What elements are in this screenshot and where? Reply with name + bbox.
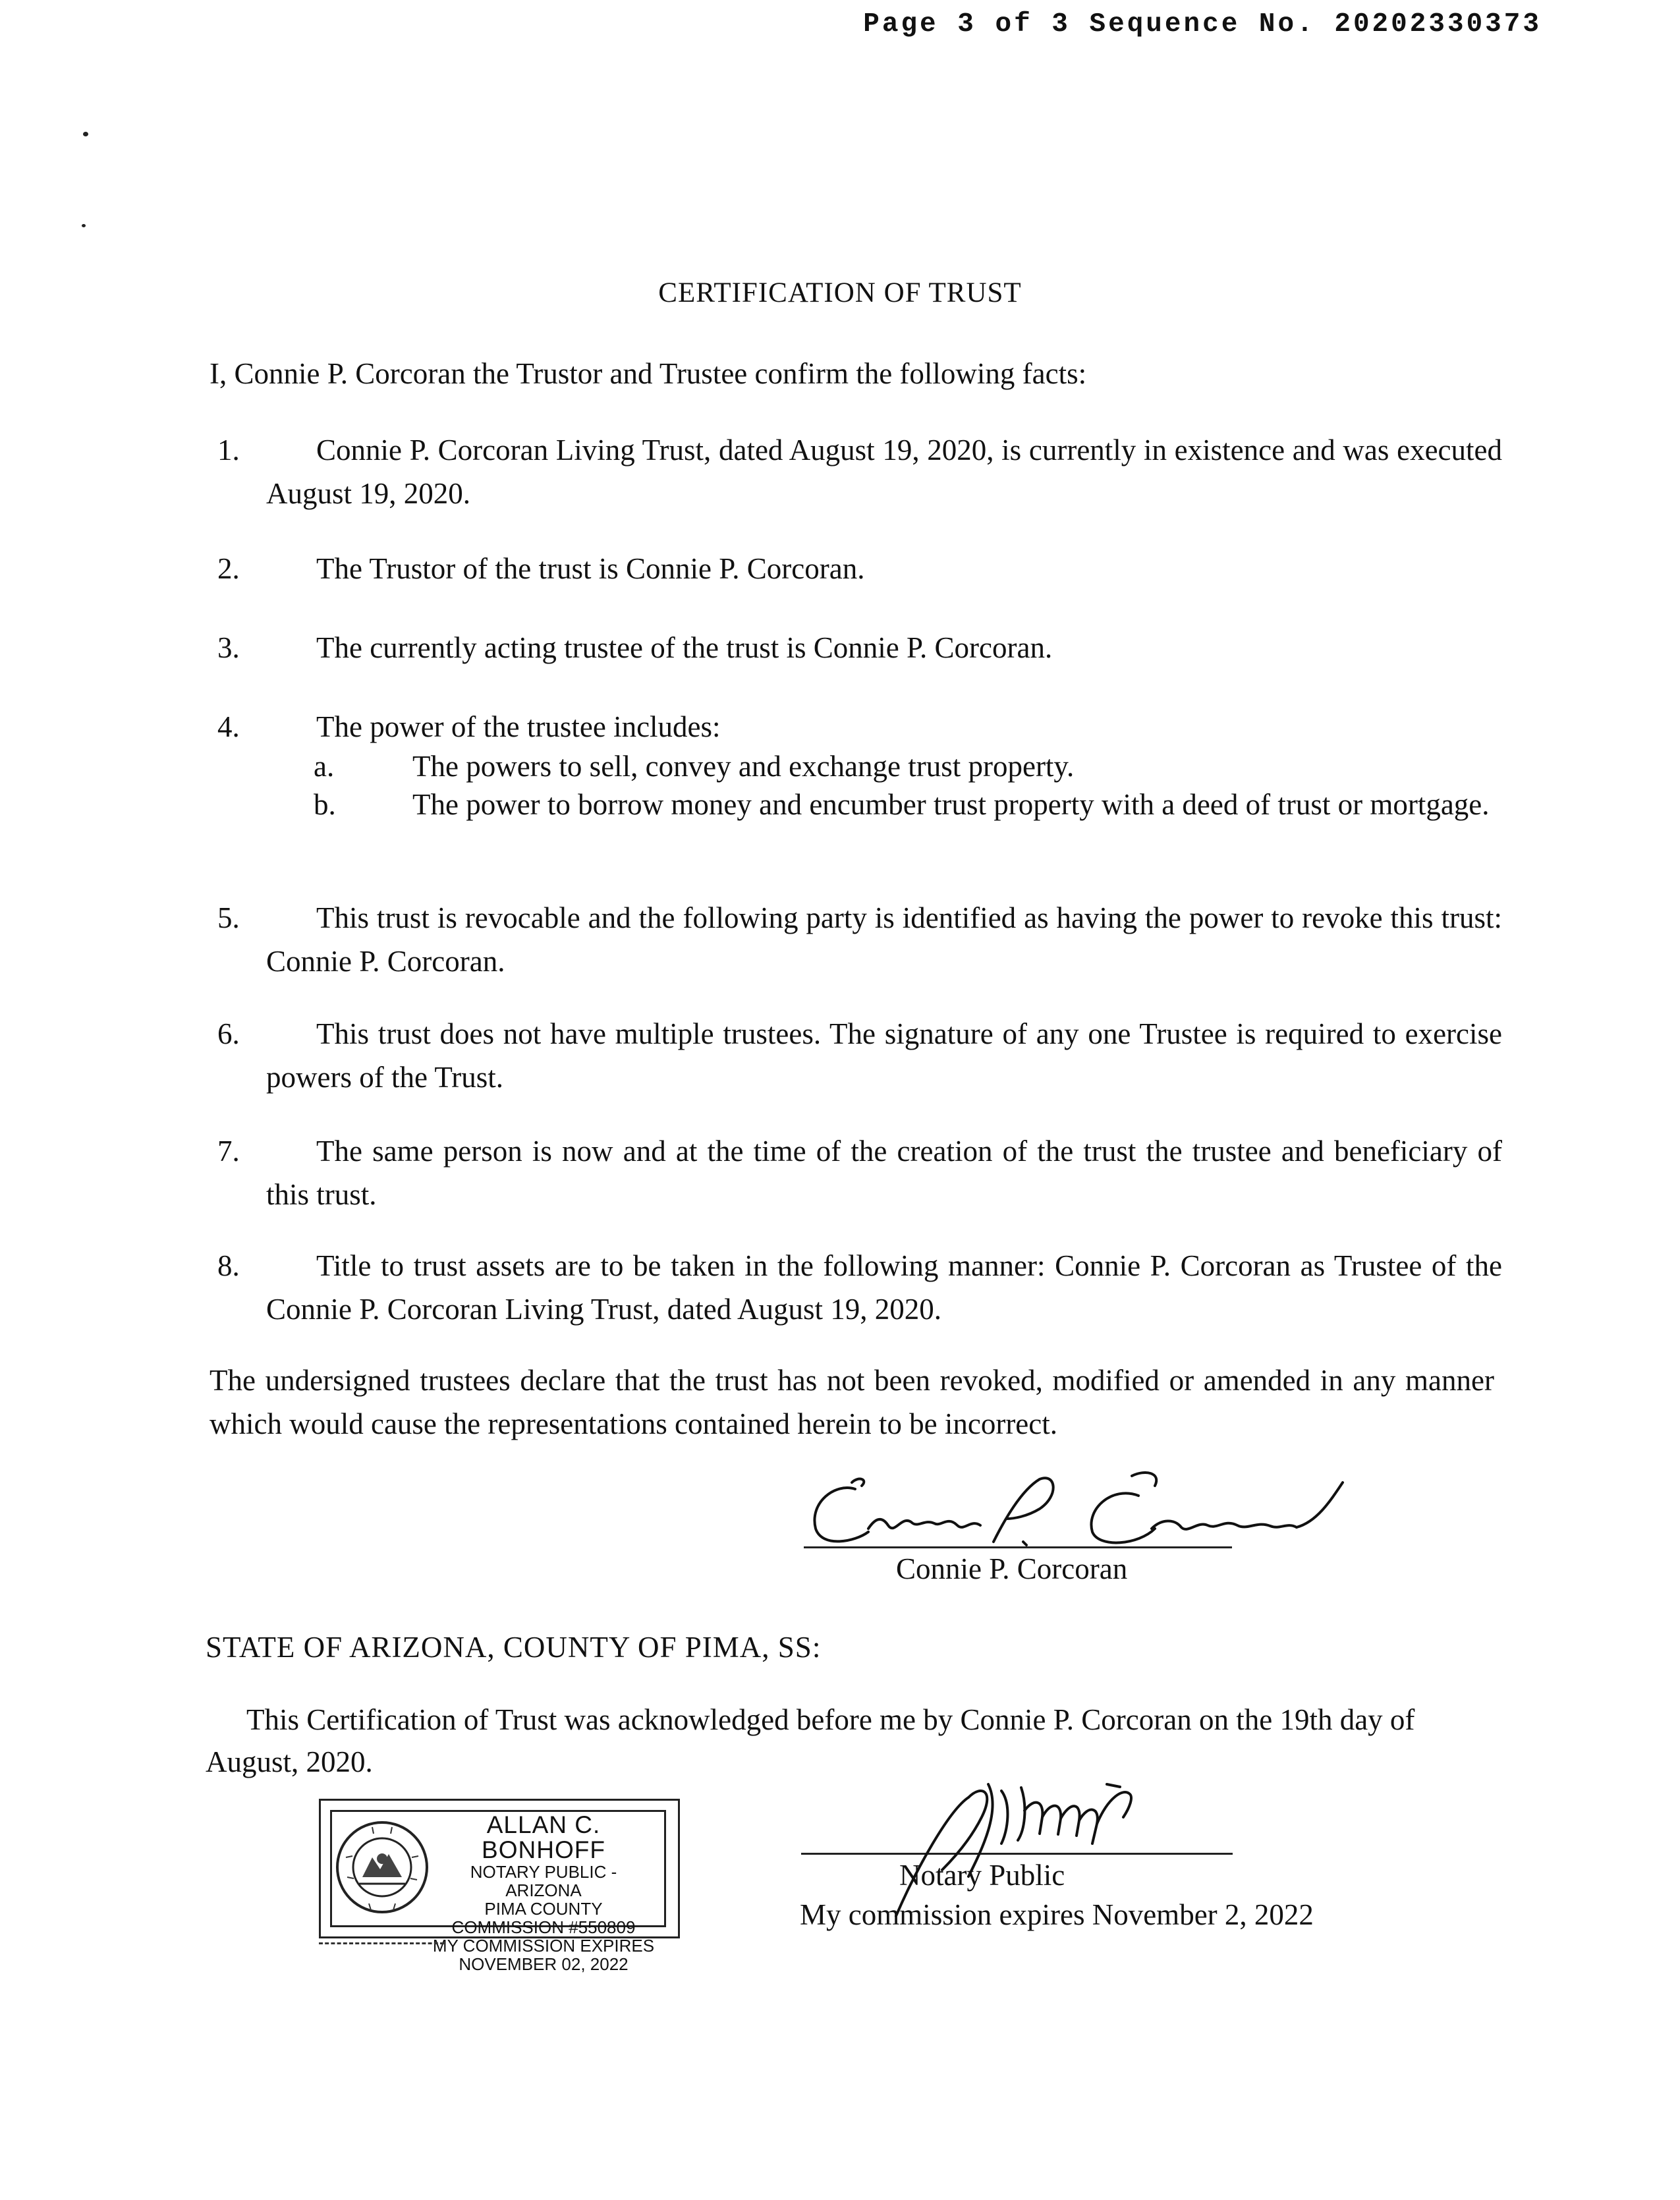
notary-stamp-line: NOVEMBER 02, 2022 (459, 1954, 629, 1974)
notary-stamp-line: PIMA COUNTY (484, 1899, 603, 1919)
venue-line: STATE OF ARIZONA, COUNTY OF PIMA, SS: (206, 1631, 822, 1664)
item-number: 6. (217, 1017, 240, 1050)
sub-item-letter: a. (314, 750, 335, 783)
item-number: 2. (217, 552, 240, 585)
sub-item-text: The power to borrow money and encumber trust property with a deed of trust or mortgage. (412, 788, 1490, 821)
list-item (217, 705, 1502, 748)
signature-line (804, 1546, 1232, 1548)
notary-stamp-line: NOTARY PUBLIC - ARIZONA (470, 1862, 617, 1900)
notary-public-label: Notary Public (899, 1859, 1065, 1892)
item-text: This trust does not have multiple trustees. The signature of any one Trustee is required to exercise powers of the Trust. (266, 1017, 1502, 1094)
item-text: Connie P. Corcoran Living Trust, dated August 19, 2020, is currently in existence and was executed August 19, 2020. (266, 434, 1502, 510)
item-text: The Trustor of the trust is Connie P. Corcoran. (316, 552, 865, 585)
item-text: The power of the trustee includes: (316, 710, 721, 743)
scan-speck (83, 132, 88, 136)
list-item (217, 1129, 1502, 1216)
notary-commission-expiration: My commission expires November 2, 2022 (800, 1898, 1314, 1931)
closing-declaration: The undersigned trustees declare that the trust has not been revoked, modified or amended in any manner which would cause the representations contained herein to be incorrect. (210, 1364, 1494, 1440)
notary-stamp (319, 1799, 680, 1974)
item-text: The same person is now and at the time of the creation of the trust the trustee and beneficiary of this trust. (266, 1135, 1502, 1211)
item-number: 4. (217, 710, 240, 743)
state-seal-icon (333, 1818, 432, 1917)
sub-item-text: The powers to sell, convey and exchange trust property. (412, 750, 1075, 783)
page-sequence-header: Page 3 of 3 Sequence No. 20202330373 (863, 9, 1542, 40)
item-text: The currently acting trustee of the trust is Connie P. Corcoran. (316, 631, 1053, 664)
notary-stamp-line: MY COMMISSION EXPIRES (432, 1936, 655, 1956)
list-item (217, 547, 1502, 590)
list-item (217, 428, 1502, 515)
list-item (217, 1244, 1502, 1331)
notary-stamp-name: ALLAN C. BONHOFF (482, 1811, 605, 1863)
trustee-printed-name: Connie P. Corcoran (896, 1552, 1128, 1585)
notary-stamp-text (432, 1813, 656, 1973)
item-number: 3. (217, 631, 240, 664)
notary-stamp-line: COMMISSION #550809 (451, 1917, 636, 1937)
sub-item-letter: b. (314, 788, 336, 821)
list-item (217, 1012, 1502, 1099)
stamp-underline (319, 1942, 444, 1944)
list-item (217, 896, 1502, 983)
list-item (217, 626, 1502, 669)
intro-statement: I, Connie P. Corcoran the Trustor and Trustee confirm the following facts: (210, 357, 1087, 390)
sub-item (314, 745, 1506, 788)
item-text: This trust is revocable and the following party is identified as having the power to revoke this trust: Connie P. Corcoran. (266, 901, 1502, 978)
item-number: 1. (217, 434, 240, 466)
acknowledgment-text: This Certification of Trust was acknowledged before me by Connie P. Corcoran on the 19th day of August, 2020. (206, 1703, 1415, 1778)
document-title: CERTIFICATION OF TRUST (658, 277, 1022, 308)
item-number: 7. (217, 1135, 240, 1168)
item-number: 8. (217, 1249, 240, 1282)
item-text: Title to trust assets are to be taken in the following manner: Connie P. Corcoran as Trustee of the Connie P. Corcoran Living Trust, dated August 19, 2020. (266, 1249, 1502, 1326)
sub-item (314, 783, 1506, 826)
scan-speck (82, 224, 86, 227)
item-number: 5. (217, 901, 240, 934)
